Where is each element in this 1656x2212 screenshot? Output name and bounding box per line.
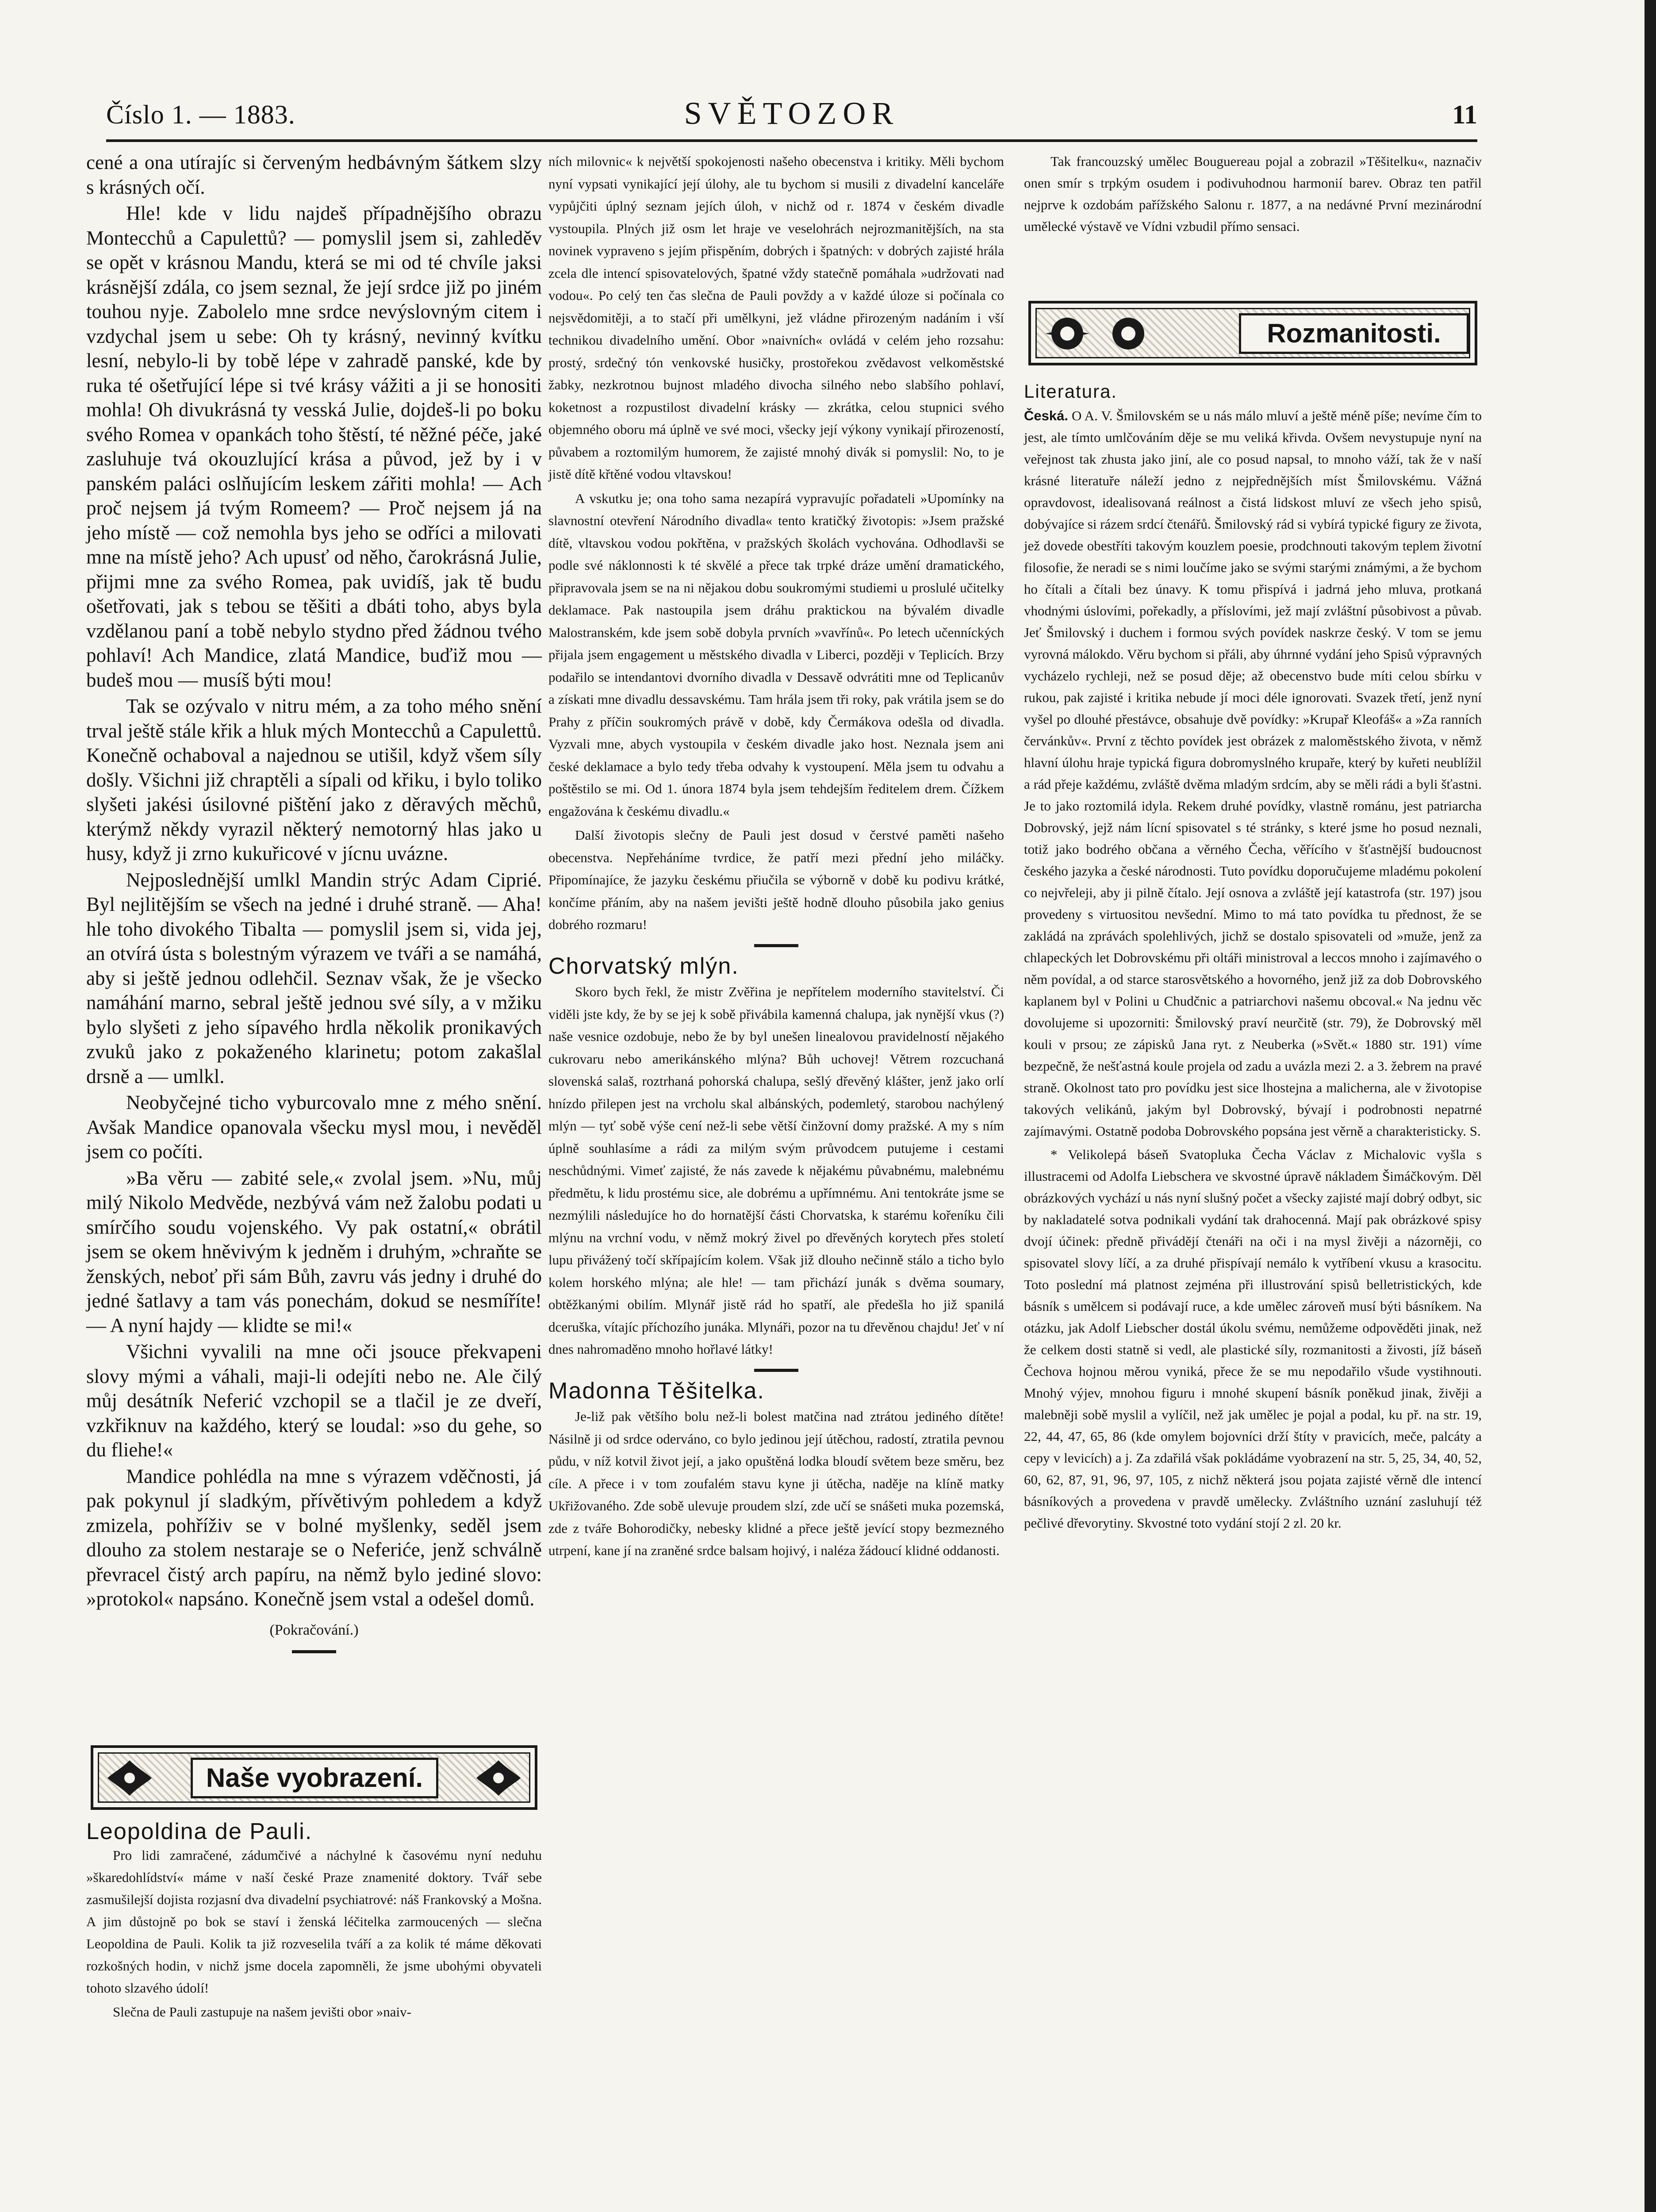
paragraph: Nejposlednější umlkl Mandin strýc Adam Ciprié. Byl nejlitějším se všech na jedné i druhé straně. — Aha! hle toho divokého Tibalta — pomyslil jsem si, vida jej, an otvírá ústa s bolestným výrazem ve tváři a se namáhá, aby si ještě jednou odlehčil. Seznav však, že je všecko namáhání marno, sebral ještě jednou své síly, a v mžiku bylo slyšeti z jeho sípavého hrdla několik pronikavých zvuků jako z pokaženého klarinetu; potom zakašlal drsně a — umlkl. [86,868,542,1087]
paragraph: Další životopis slečny de Pauli jest dosud v čerstvé paměti našeho obecenstva. Nepřeháníme tvrdice, že patří mezi přední jeho miláčky. Připomínajíce, že jazyku českému přiučila se výborně v době ku podivu krátké, končíme přáním, aby na našem jevišti ještě hodně dlouho působila jako genius dobrého rozmaru! [548,827,1004,932]
ornament-left-icon [1041,311,1094,356]
paragraph: ních milovnic« k největší spokojenosti našeho obecenstva i kritiky. Měli bychom nyní vypsati vynikající její úlohy, ale tu bychom si musili z divadelní kanceláře vypůjčiti úplný seznam jejích úloh, v nichž od r. 1874 v českém divadle vystoupila. Plných již osm let hraje ve veselohrách nejrozmanitějších, na sta novinek vypraveno s jejím přispěním, dobrých i špatných: v dobrých zajisté hrála zcela dle intencí spisovatelových, špatné vždy statečně pomáhala »udržovati nad vodou«. Po celý ten čas slečna de Pauli povždy a v každé úloze si počínala co nejsvědomitěji, a to stačí při umělkyni, jež vládne přirozeným nadáním i vší technikou divadelního umění. Obor »naivních« ovládá v celém jeho rozsahu: prostý, srdečný tón venkovské husičky, prostořekou zvědavost velkoměstské žabky, nezkrotnou bujnost mladého divocha silného nebo slabšího pohlaví, koketnost a rozpustilost divadelní krásky — zkrátka, celou stupnici svého objemného oboru má úplně ve své moci, všecky její výkony vynikají přirozeností, půvabem a roztomilým humorem, že zajisté mnohý divák si pomyslil: No, to je jistě dítě křtěné vodou vltavskou! [548,154,1004,482]
section-title-chorvatsky-mlyn: Chorvatský mlýn. [548,953,739,979]
paragraph [1024,405,1482,1142]
banner-label: Naše vyobrazení. [191,1758,438,1798]
ornament-mid-icon [1102,311,1155,356]
divider [754,1369,798,1372]
column-1 [86,150,542,1661]
section-title-madonna: Madonna Těšitelka. [548,1378,765,1404]
banner-nase-vyobrazeni [91,1745,537,1810]
ornament-right-icon [472,1756,525,1800]
paragraph: Slečna de Pauli zastupuje na našem jevišti obor »naiv- [113,2004,411,2020]
column-2 [548,150,1004,1564]
page-edge [1644,0,1656,2212]
paragraph: Je-liž pak většího bolu než-li bolest matčina nad ztrátou jediného dítěte! Násilně ji od srdce oderváno, co bylo jedinou její útěchou, radostí, ztratila pevnou půdu, v níž kotvil život její, a jako opuštěná lodka bloudí světem beze směru, bez cíle. A přece i v tom zoufalém stavu kyne ji útěcha, naděje na klíně matky Ukřižovaného. Zde sobě ulevuje proudem slzí, zde učí se snášeti muka pozemská, zde z tváře Bohorodičky, nebesky klidné a přece ještě jevící stopy bezmezného utrpení, kane jí na zraněné srdce balsam hojivý, i naléza žádoucí klidné oddanosti. [548,1409,1004,1558]
column-1-bottom [86,1820,542,2025]
paragraph: Tak se ozývalo v nitru mém, a za toho mého snění trval ještě stále křik a hluk mých Montecchů a Capulettů. Konečně ochaboval a najednou se utišil, když všem síly došly. Všichni již chraptěli a sípali od křiku, i bylo toliko slyšeti jakési úsilovné pištění jako z děravých měchů, kterýmž někdy vyrazil některý nemotorný hlas jako u husy, když ji zrno kukuřicové v jícnu uvázne. [86,695,542,864]
paragraph: Skoro bych řekl, že mistr Zvěřina je nepřítelem moderního stavitelství. Či viděli jste kdy, že by se jej k sobě přivábila kamenná chalupa, jak nynější vkus (?) naše vesnice ozdobuje, nebo že by byl unešen linealovou pravidelností nějakého cukrovaru nebo amerikánského mlýna? Bůh uchovej! Větrem rozcuchaná slovenská salaš, roztrhaná pohorská chalupa, sešlý dřevěný klášter, jenž jako orlí hnízdo přilepen jest na vrcholu skal albánských, podemletý, starobou nachýlený mlýn — tyť sobě výše cení než-li sebe větší činžovní domy pražské. A my s ním úplně souhlasíme a rádi za milým svým průvodcem putujeme i cestami neschůdnými. Vimeť zajisté, že nás zavede k nějakému půvabnému, malebnému předmětu, k lidu prostému sice, ale dobrému a upřímnému. Ani tentokráte jsme se nezmýlili následujíce ho do hornatější části Chorvatska, k starému kořeníku čili mlýnu na vrchní vodu, v němž mokrý živel po dřevěných korytech přes století lupu přivážený točí skřípajícím kolem. Však již dlouho nečinně stálo a ticho bylo kolem horského mlýna; ale hle! — tam přichází junák s dvěma soumary, obtěžkanými obilím. Mlynář jistě rád ho spatří, ale předešla ho již spanilá dceruška, vítajíc příchozího junáka. Mlynáři, pozor na tu dřevěnou chajdu! Jeť v ní dnes nahromaděno mnoho hořlavé látky! [548,984,1004,1357]
section-title-leopoldina: Leopoldina de Pauli. [86,1819,313,1844]
banner-label: Rozmanitosti. [1239,313,1469,354]
journal-title: SVĚTOZOR [684,96,900,131]
paragraph: Neobyčejné ticho vyburcovalo mne z mého snění. Avšak Mandice opanovala všecku mysl mou, i nevěděl jsem co počíti. [86,1091,542,1163]
paragraph-text: O A. V. Šmilovském se u nás málo mluví a ještě méně píše; nevíme čím to jest, ale tímto umlčováním děje se mu veliká křivda. Ovšem nevystupuje nyní na veřejnost tak zhusta jako jiní, ale co posud napsal, to mnoho váží, tak že v naší krásné literatuře náleží jedno z nejpřednějších míst Šmilovskému. Vážná opravdovost, idealisovaná reálnost a čistá lidskost mluví ze všech jeho spisů, dobývajíce si rázem srdcí čtenářů. Šmilovský rád si vybírá typické figury ze života, jež dovede obestříti takovým kouzlem poesie, prodchnouti takovým teplem životní filosofie, že neradi se s nimi loučíme jako se svými starými známými, a že bychom ho čítali a čítali bez únavy. K tomu přispívá i jadrná jeho mluva, protkaná vhodnými úslovími, pořekadly, a příslovími, jež mají zvláštní působivost a půvab. Jeť Šmilovský i duchem i formou svých povídek naskrze český. V tom se jemu vyrovná málokdo. Věru bychom si přáli, aby úhrnné vydání jeho Spisů výpravných vycházelo rychleji, než se posud děje; až obecenstvo bude míti celou sbírku v rukou, pak zajisté i kritika nebude jí moci déle ignorovati. Svazek třetí, jenž nyní vyšel po dlouhé přestávce, obsahuje dvě povídky: »Krupař Kleofáš« a »Za ranních červánkův«. První z těchto povídek jest obrázek z maloměstského života, v němž hlavní úlohu hraje typická figura dobromyslného krupaře, který by kuřeti neublížil a rád přeje každému, zvláště dvěma mladým srdcím, aby se měli rádi a byli šťastni. Je to jako roztomilá idyla. Rekem druhé povídky, vlastně románu, jest patriarcha Dobrovský, jejž nám lícní spisovatel s té stránky, s které jsme ho posud neznali, totiž jako bodrého občana a věrného Čecha, věřícího v šťastnější budoucnost českého jazyka a české národnosti. Tuto povídku doporučujeme mladému pokolení co nejvřeleji, aby ji pilně čítalo. Její osnova a zvláště její katastrofa (str. 197) jsou provedeny s virtuositou nevšední. Mimo to má tato povídka tu přednost, že se zakládá na zprávách spolehlivých, jichž se dostalo spisovateli od »muže, jenž za chlapeckých let Dobrovskému při oltáři ministroval a leccos mnoho i zajímavého o něm povídal, a od starce starosvětského a hovorného, jenž již za dob Dobrovského kaplanem byl v Polini u Chudčnic a patriarchovi našemu obcoval.« Na jednu věc dovolujeme si upozorniti: Šmilovský praví neurčitě (str. 79), že Dobrovský měl kouli v prsou; ze zápisků Jana ryt. z Neuberka (»Svět.« 1880 str. 191) víme bezpečně, že nešťastná koule projela od zadu a uvázla mezi 2. a 3. žebrem na pravé straně. Okolnost tato pro povídku jest sice lhostejna a malicherna, ale v životopise takových velikánů, jakým byl Dobrovský, bývají i podrobnosti nepatrné zajímavými. Ostatně podoba Dobrovského popsána jest věrně a charakteristicky. S. [1024,408,1482,1139]
divider [292,1650,336,1653]
continued-note: (Pokračování.) [269,1621,359,1638]
paragraph: Mandice pohlédla na mne s výrazem vděčnosti, já pak pokynul jí sladkým, přívětivým pohledem a když zmizela, pohříživ se v bolné myšlenky, seděl jsem dlouho za stolem nestaraje se o Neferiće, jenž schválně převracel čistý arch papíru, na němž bylo jediné slovo: »protokol« napsáno. Konečně jsem vstal a odešel domů. [86,1465,542,1610]
paragraph: Tak francouzský umělec Bouguereau pojal a zobrazil »Těšitelku«, naznačiv onen smír s trpkým osudem i podivuhodnou harmonií barev. Obraz ten patřil nejprve k ozdobám pařížského Salonu r. 1877, a na nedávné První mezinárodní umělecké výstavě ve Vídni vzbudil přímo sensaci. [1024,154,1482,234]
section-title-literatura: Literatura. [1024,381,1118,402]
page-number: 11 [1452,100,1477,129]
paragraph: A vskutku je; ona toho sama nezapírá vypravujíc pořadateli »Upomínky na slavnostní otevření Národního divadla« tento kratičký životopis: »Jsem pražské dítě, vltavskou vodou pokřtěna, v pražských školách vychována. Odhodlavši se podle své náklonnosti k té skvělé a přece tak trpké dráze umění dramatického, připravovala jsem se na ni nějakou dobu soukromými studiemi u proslulé učitelky deklamace. Pak nastoupila jsem dráhu praktickou na bývalém divadle Malostranském, kde jsem sobě dobyla prvních »vavřínů«. Po letech učenníckých přijala jsem engagement u městského divadla v Liberci, později v Teplicích. Brzy podařilo se intendantovi dvorního divadla v Dessavě odvrátiti mne od Teplicanův a získati mne divadlu dessavskému. Tam hrála jsem tři roky, pak vrátila jsem se do Prahy z příčin soukromých právě v době, kdy Čermákova odešla od divadla. Vyzvali mne, abych vystoupila v českém divadle jako host. Neznala jsem ani české deklamace a bylo tedy třeba odvahy k vystoupení. Měla jsem tu odvahu a poštěstilo se mi. Od 1. února 1874 byla jsem tehdejším ředitelem drem. Čížkem engažována k českému divadlu.« [548,490,1004,819]
ornament-left-icon [103,1756,156,1800]
issue-number: Číslo 1. — 1883. [106,100,295,129]
column-3-main [1024,380,1482,1536]
paragraph: Pro lidi zamračené, zádumčivé a náchylné k časovému nyní neduhu »škaredohlídství« máme v naší české Praze znamenité doktory. Tvář sebe zasmušilejší dojista rozjasní dva divadelní psychiatrové: náš Frankovský a Mošna. A jim důstojně po bok se staví i ženská léčitelka zarmoucených — slečna Leopoldina de Pauli. Kolik ta již rozveselila tváří a za kolik té máme děkovati rozkošných hodin, v nichž jsme docela zapomněli, že jsme ubohými obyvateli tohoto slzavého údolí! [86,1847,542,1996]
page-header [106,91,1477,139]
paragraph: Hle! kde v lidu najdeš případnějšího obrazu Montecchů a Capulettů? — pomyslil jsem si, zahleděv se opět v krásnou Mandu, která se mi od té chvíle jaksi krásnější zdála, co jsem seznal, že její srdce již po jiném touhou nyje. Zabolelo mne srdce nevýslovným citem i vzdychal jsem u sebe: Oh ty krásný, nevinný kvítku lesní, nebylo-li by tobě lépe v zahradě panské, kde by ruka té ošetřující lépe si tvé krásy vážiti a ji se honositi mohla! Oh divukrásná ty vesská Julie, dojdeš-li po boku svého Romea v opankách toho štěstí, té něžné péče, jaké zasluhuje tvá okouzlující krása a původ, jež by i v panském paláci oslňujícím leskem zářiti mohla! — Ach proč nejsem já tvým Romeem? — Proč nejsem já na jeho místě — což nemohla bys jeho se odříci a milovati mne na místě jeho? Ach upusť od něho, čarokrásná Julie, přijmi mne za svého Romea, pak uvidíš, jak tě budu ošetřovati, jak s tebou se těšiti a dbáti toho, abys byla vzdělanou paní a tobě nebylo stydno před žádnou tvého pohlaví! Ach Mandice, zlatá Mandice, buďiž mou — budeš mou — musíš býti mou! [86,202,542,691]
paragraph: »Ba věru — zabité sele,« zvolal jsem. »Nu, můj milý Nikolo Medvěde, nezbývá vám než žalobu podati u smírčího soudu vojenského. Vy pak ostatní,« obrátil jsem se okem hněvivým k jedněm i druhým, »chraňte se ženských, neboť při sám Bůh, zavru vás jedny i druhé do jedné šatlavy a tam vás ponechám, dokud se nesmíříte! — A nyní hajdy — klidte se mi!« [86,1167,542,1336]
banner-rozmanitosti [1028,301,1477,365]
header-rule [106,139,1477,142]
divider [754,944,798,947]
paragraph: cené a ona utírajíc si červeným hedbávným šátkem slzy s krásných očí. [86,151,542,198]
paragraph: Všichni vyvalili na mne oči jsouce překvapeni slovy mými a váhali, maji-li odejíti nebo ne. Ale čilý můj desátník Neferić vzchopil se a tlačil je ze dveří, vzkřiknuv na každého, který se loudal: »so du gehe, so du fliehe!« [86,1340,542,1461]
column-3 [1024,150,1482,239]
lead-heading: Česká. [1024,408,1068,423]
paragraph: * Velikolepá báseň Svatopluka Čecha Václav z Michalovic vyšla s illustracemi od Adolfa Liebschera ve skvostné úpravě nákladem Šimáčkovým. Děl obrázkových vychází u nás nyní slušný počet a všecky zajisté mají dobrý odbyt, sic by nakladatelé sotva podnikali vydání tak drahocenná. Mají pak obrázkové spisy dvojí účinek: předně přivádějí čtenáři na oči i na mysl živěji a názorněji, co spisovatel slovy líčí, a za druhé přispívají nemálo k vytříbení vkusu a krasocitu. Toto poslední má platnost zejména při illustrování spisů belletristických, kde básník s umělcem si podávají ruce, a kde umělec zároveň musí býti básníkem. Na otázku, jak Adolf Liebscher dostál úkolu svému, nemůžeme odpověděti jinak, než že celkem dosti statně si vedl, ale plastické síly, rozmanitosti a živosti, jíž báseň Čechova hojnou měrou vyniká, přece že se mu nepodařilo všude vystihnouti. Mnohý výjev, mnohou figuru i mnohé skupení básník poněkud jinak, živěji a malebněji sobě myslil a vylíčil, než jak umělec je pojal a podal, ku př. na str. 19, 22, 44, 47, 65, 86 (kde omylem bojovníci drží štíty v pravicích, meče, palcáty a cepy v levicích) a j. Za zdařilá však pokládáme vyobrazení na str. 5, 25, 34, 40, 52, 60, 62, 87, 91, 96, 97, 105, z nichž některá jsou pojata zajisté věrně dle intencí básníkových a provedena v pravdě umělecky. Zvláštního uznání zasluhují též pečlivé dřevorytiny. Skvostné toto vydání stojí 2 zl. 20 kr. [1024,1147,1482,1531]
